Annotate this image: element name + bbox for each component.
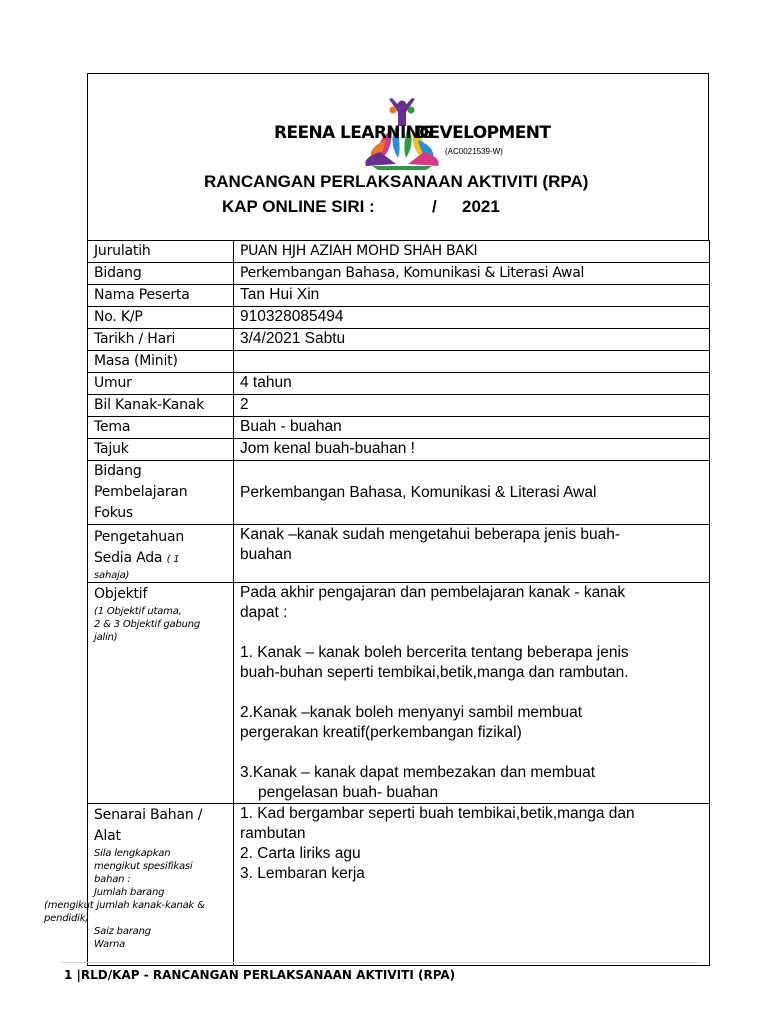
senarai-item-1-line-1: 1. Kad bergambar seperti buah tembikai,betik,manga dan [240, 805, 635, 822]
label-bidang-fokus [88, 461, 234, 525]
row-senarai-bahan [88, 804, 710, 966]
value-no-kp: 910328085494 [234, 307, 710, 329]
value-tema: Buah - buahan [234, 417, 710, 439]
row-no-kp [88, 307, 710, 329]
rpa-form-table [44, 240, 710, 966]
label-pengetahuan-note: sahaja) [94, 570, 130, 581]
objektif-note-2: 2 & 3 Objektif gabung [94, 619, 201, 630]
label-masa: Masa (Minit) [88, 351, 234, 373]
senarai-item-2: 2. Carta liriks agu [240, 845, 361, 862]
subtitle-prefix: KAP ONLINE SIRI : [222, 197, 375, 216]
label-umur: Umur [88, 373, 234, 395]
label-bidang-fokus-3: Fokus [94, 505, 133, 521]
company-logo [272, 96, 551, 176]
objektif-item-1 [240, 643, 703, 683]
objektif-intro-2: dapat : [240, 604, 288, 621]
label-senarai-2: Alat [94, 828, 121, 844]
value-objektif [234, 583, 710, 804]
row-masa [88, 351, 710, 373]
row-tema [88, 417, 710, 439]
objektif-item-3-line-2: pengelasan buah- buahan [258, 784, 439, 801]
label-nama-peserta: Nama Peserta [88, 285, 234, 307]
label-bidang-fokus-2: Pembelajaran [94, 484, 188, 500]
objektif-item-1-line-2: buah-buhan seperti tembikai,betik,manga dan rambutan. [240, 664, 629, 681]
objektif-intro-1: Pada akhir pengajaran dan pembelajaran kanak - kanak [240, 584, 626, 601]
senarai-note-4: Jumlah barang [94, 887, 165, 898]
footer-divider [60, 962, 700, 963]
objektif-item-1-line-1: 1. Kanak – kanak boleh bercerita tentang beberapa jenis [240, 644, 629, 661]
logo-registration: (AC0021539-W) [445, 147, 503, 156]
value-nama-peserta: Tan Hui Xin [234, 285, 710, 307]
value-senarai-bahan [234, 804, 710, 966]
value-bidang-fokus: Perkembangan Bahasa, Komunikasi & Literasi Awal [234, 461, 710, 525]
value-bidang: Perkembangan Bahasa, Komunikasi & Literasi Awal [234, 263, 710, 285]
objektif-note-3: jalin) [94, 632, 118, 643]
label-bidang-fokus-1: Bidang [94, 463, 142, 479]
label-objektif-title: Objektif [94, 586, 148, 602]
subtitle-slash: / [432, 197, 437, 216]
document-title: RANCANGAN PERLAKSANAAN AKTIVITI (RPA) [204, 172, 589, 191]
label-bil-kanak: Bil Kanak-Kanak [88, 395, 234, 417]
row-objektif [88, 583, 710, 804]
value-pengetahuan-2: buahan [240, 546, 292, 563]
value-masa [234, 351, 710, 373]
logo-left-word: REENA LEARNING [274, 123, 433, 143]
senarai-note-5: (mengikut jumlah kanak-kanak & [44, 900, 205, 911]
objektif-item-2-line-1: 2.Kanak –kanak boleh menyanyi sambil membuat [240, 704, 583, 721]
row-tajuk [88, 439, 710, 461]
row-pengetahuan [88, 525, 710, 583]
senarai-note-8: Warna [94, 939, 126, 950]
label-tajuk: Tajuk [88, 439, 234, 461]
senarai-note-1: Sila lengkapkan [94, 848, 171, 859]
value-tarikh: 3/4/2021 Sabtu [234, 329, 710, 351]
senarai-note-7: Saiz barang [94, 926, 151, 937]
row-nama-peserta [88, 285, 710, 307]
value-tajuk: Jom kenal buah-buahan ! [234, 439, 710, 461]
label-senarai-1: Senarai Bahan / [94, 807, 203, 823]
senarai-note-3: bahan : [94, 874, 131, 885]
logo-right-word: DEVELOPMENT [415, 123, 551, 143]
objektif-item-2-line-2: pergerakan kreatif(perkembangan fizikal) [240, 724, 522, 741]
value-pengetahuan [234, 525, 710, 583]
page-footer: 1 |RLD/KAP - RANCANGAN PERLAKSANAAN AKTIVITI (RPA) [64, 968, 456, 982]
row-tarikh [88, 329, 710, 351]
row-jurulatih [88, 241, 710, 263]
value-bil-kanak: 2 [234, 395, 710, 417]
label-no-kp: No. K/P [88, 307, 234, 329]
objektif-intro [240, 583, 703, 623]
label-senarai-bahan [44, 804, 234, 966]
label-tarikh: Tarikh / Hari [88, 329, 234, 351]
row-umur [88, 373, 710, 395]
label-pengetahuan-1: Pengetahuan [94, 529, 184, 545]
senarai-note-2: mengikut spesifikasi [94, 861, 193, 872]
objektif-note-1: (1 Objektif utama, [94, 606, 182, 617]
label-pengetahuan-2-line [94, 548, 227, 569]
label-bidang: Bidang [88, 263, 234, 285]
senarai-note-6: pendidik) [44, 913, 89, 924]
value-jurulatih: PUAN HJH AZIAH MOHD SHAH BAKI [234, 241, 710, 263]
subtitle-year: 2021 [462, 197, 500, 216]
label-jurulatih: Jurulatih [88, 241, 234, 263]
value-pengetahuan-1: Kanak –kanak sudah mengetahui beberapa jenis buah- [240, 526, 621, 543]
objektif-item-2 [240, 703, 703, 743]
objektif-item-3-line-1: 3.Kanak – kanak dapat membezakan dan membuat [240, 764, 596, 781]
row-bidang-fokus [88, 461, 710, 525]
senarai-item-1-line-2: rambutan [240, 825, 306, 842]
row-bidang [88, 263, 710, 285]
label-pengetahuan-note-inline: ( 1 [166, 554, 180, 565]
label-tema: Tema [88, 417, 234, 439]
label-pengetahuan [88, 525, 234, 583]
value-umur: 4 tahun [234, 373, 710, 395]
label-pengetahuan-2: Sedia Ada [94, 550, 163, 566]
senarai-item-3: 3. Lembaran kerja [240, 865, 365, 882]
row-bil-kanak [88, 395, 710, 417]
label-objektif [88, 583, 234, 804]
objektif-item-3 [240, 763, 703, 803]
